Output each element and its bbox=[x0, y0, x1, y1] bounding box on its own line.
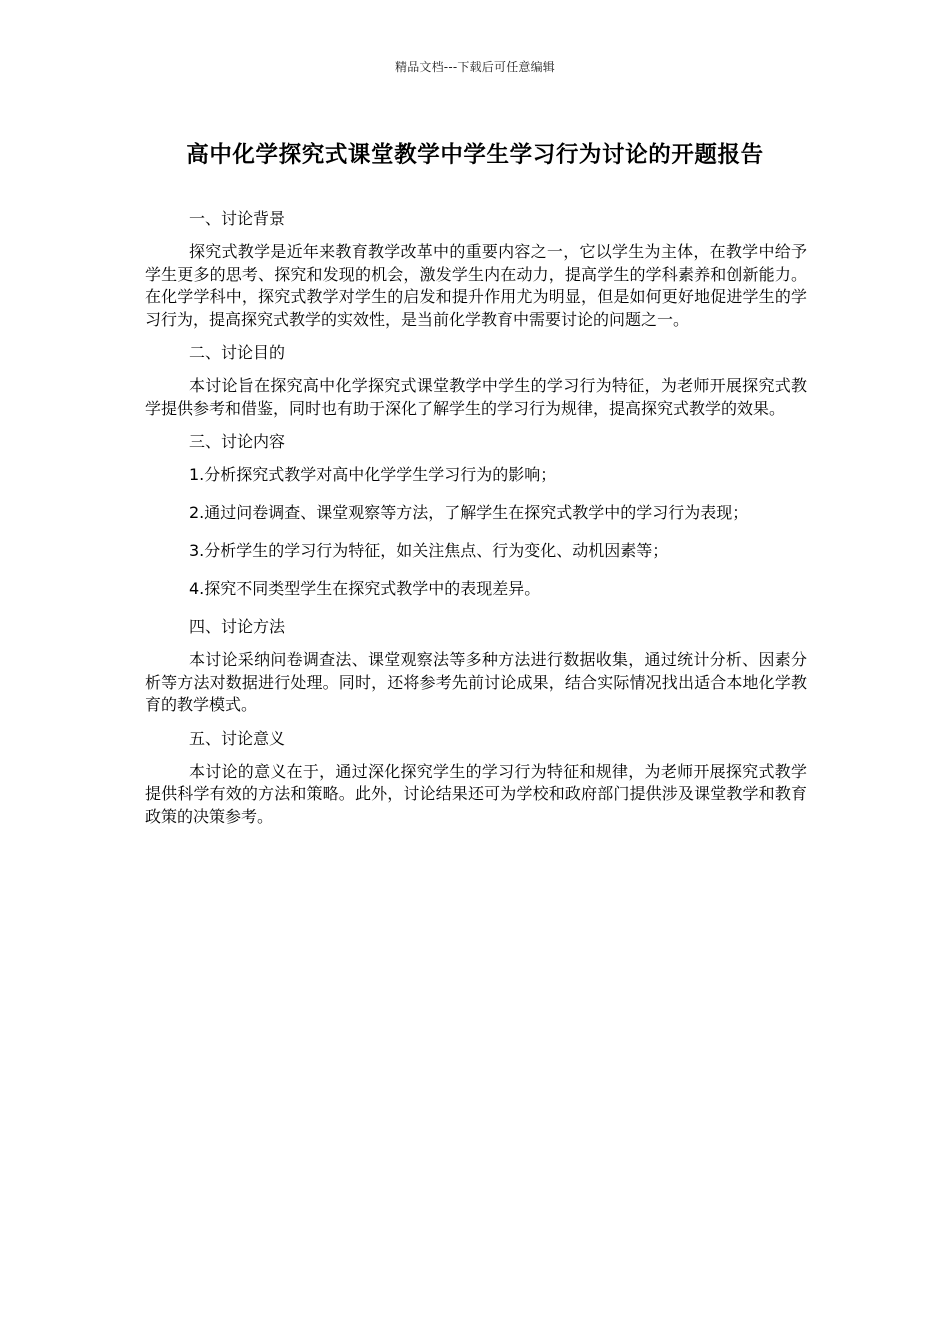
paragraph-background: 探究式教学是近年来教育教学改革中的重要内容之一，它以学生为主体，在教学中给予学生更多的思考、探究和发现的机会，激发学生内在动力，提高学生的学科素养和创新能力。在化学学科中，探究式教学对学生的启发和提升作用尤为明显，但是如何更好地促进学生的学习行为，提高探究式教学的实效性，是当前化学教育中需要讨论的问题之一。 bbox=[145, 242, 807, 329]
paragraph-purpose: 本讨论旨在探究高中化学探究式课堂教学中学生的学习行为特征，为老师开展探究式教学提供参考和借鉴，同时也有助于深化了解学生的学习行为规律，提高探究式教学的效果。 bbox=[145, 376, 807, 418]
list-item: 2.通过问卷调查、课堂观察等方法，了解学生在探究式教学中的学习行为表现； bbox=[189, 503, 749, 522]
document-title: 高中化学探究式课堂教学中学生学习行为讨论的开题报告 bbox=[186, 142, 764, 168]
section-heading-content: 三、讨论内容 bbox=[189, 432, 286, 451]
section-heading-method: 四、讨论方法 bbox=[189, 617, 286, 636]
paragraph-significance: 本讨论的意义在于，通过深化探究学生的学习行为特征和规律，为老师开展探究式教学提供科学有效的方法和策略。此外，讨论结果还可为学校和政府部门提供涉及课堂教学和教育政策的决策参考。 bbox=[145, 761, 807, 826]
section-heading-significance: 五、讨论意义 bbox=[189, 728, 286, 748]
list-item: 3.分析学生的学习行为特征，如关注焦点、行为变化、动机因素等； bbox=[189, 541, 669, 560]
paragraph-method: 本讨论采纳问卷调查法、课堂观察法等多种方法进行数据收集，通过统计分析、因素分析等方法对数据进行处理。同时，还将参考先前讨论成果，结合实际情况找出适合本地化学教育的教学模式。 bbox=[145, 650, 807, 714]
document-body bbox=[145, 208, 807, 839]
section-heading-background: 一、讨论背景 bbox=[189, 209, 286, 228]
list-item: 4.探究不同类型学生在探究式教学中的表现差异。 bbox=[189, 579, 541, 598]
section-heading-purpose: 二、讨论目的 bbox=[189, 343, 286, 362]
list-item: 1.分析探究式教学对高中化学学生学习行为的影响； bbox=[189, 465, 557, 484]
header-note: 精品文档---下载后可任意编辑 bbox=[395, 60, 555, 74]
